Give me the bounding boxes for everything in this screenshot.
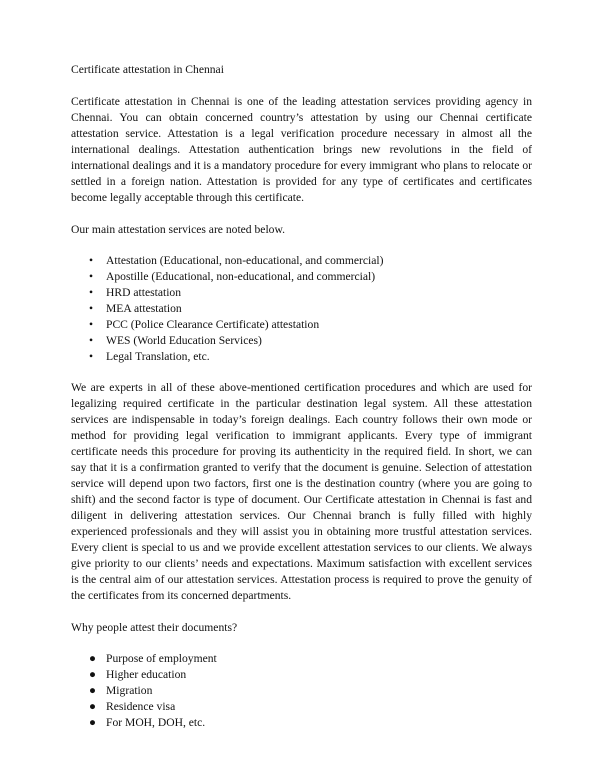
bullet-icon: ●: [89, 684, 97, 697]
services-list: [71, 253, 532, 365]
reason-item-label: Migration: [106, 684, 153, 697]
bullet-icon: •: [89, 334, 94, 347]
service-item-label: HRD attestation: [106, 286, 182, 299]
bullet-icon: ●: [89, 668, 97, 681]
bullet-icon: •: [89, 254, 94, 267]
list-item: [71, 349, 532, 365]
reasons-heading: Why people attest their documents?: [71, 621, 238, 634]
bullet-icon: •: [89, 318, 94, 331]
service-item-label: Attestation (Educational, non-educational, and commercial): [106, 254, 384, 267]
reason-item-label: For MOH, DOH, etc.: [106, 716, 206, 729]
reason-item-label: Higher education: [106, 668, 187, 681]
expertise-paragraph: We are experts in all of these above-mentioned certification procedures and which are used for legalizing required certificate in the particular destination legal system. All these attestation services are indispensable in today’s foreign dealings. Each country follows their own mode or method for providing legal verification to immigrant applicants. Every type of immigrant certificate needs this procedure for proving its authenticity in the required field. In short, we can say that it is a confirmation granted to verify that the document is genuine. Selection of attestation service will depend upon two factors, first one is the destination country (where you are going to shift) and the second factor is type of document. Our Certificate attestation in Chennai is fast and diligent in delivering attestation services. Our Chennai branch is fully filled with highly experienced professionals and they will assist you in obtaining more trustful attestation services. Every client is special to us and we provide excellent attestation services to our clients. We always give priority to our clients’ needs and expectations. Maximum satisfaction with excellent services is the central aim of our attestation services. Attestation process is required to prove the genuity of the certificates from its concerned departments.: [71, 381, 532, 602]
list-item: [71, 317, 532, 333]
bullet-icon: •: [89, 286, 94, 299]
bullet-icon: ●: [89, 652, 97, 665]
service-item-label: WES (World Education Services): [106, 334, 262, 347]
list-item: [71, 715, 532, 731]
reasons-list: [71, 651, 532, 731]
service-item-label: MEA attestation: [106, 302, 182, 315]
list-item: [71, 333, 532, 349]
service-item-label: Apostille (Educational, non-educational, and commercial): [106, 270, 376, 283]
list-item: [71, 253, 532, 269]
list-item: [71, 667, 532, 683]
list-item: [71, 269, 532, 285]
list-item: [71, 651, 532, 667]
list-item: [71, 285, 532, 301]
bullet-icon: •: [89, 270, 94, 283]
document-page: [71, 62, 532, 746]
reason-item-label: Purpose of employment: [106, 652, 217, 665]
services-heading: Our main attestation services are noted below.: [71, 223, 285, 236]
list-item: [71, 699, 532, 715]
list-item: [71, 301, 532, 317]
bullet-icon: ●: [89, 716, 97, 729]
bullet-icon: •: [89, 350, 94, 363]
document-title: Certificate attestation in Chennai: [71, 63, 224, 76]
list-item: [71, 683, 532, 699]
reason-item-label: Residence visa: [106, 700, 176, 713]
bullet-icon: ●: [89, 700, 97, 713]
bullet-icon: •: [89, 302, 94, 315]
service-item-label: Legal Translation, etc.: [106, 350, 210, 363]
service-item-label: PCC (Police Clearance Certificate) attestation: [106, 318, 320, 331]
intro-paragraph: Certificate attestation in Chennai is one of the leading attestation services providing agency in Chennai. You can obtain concerned country’s attestation by using our Chennai certificate attestation service. Attestation is a legal verification procedure necessary in almost all the international dealings. Attestation authentication brings new revolutions in the field of international dealings and it is a mandatory procedure for every immigrant who plans to relocate or settled in a foreign nation. Attestation is provided for any type of certificates and certificates become legally acceptable through this certificate.: [71, 95, 532, 204]
